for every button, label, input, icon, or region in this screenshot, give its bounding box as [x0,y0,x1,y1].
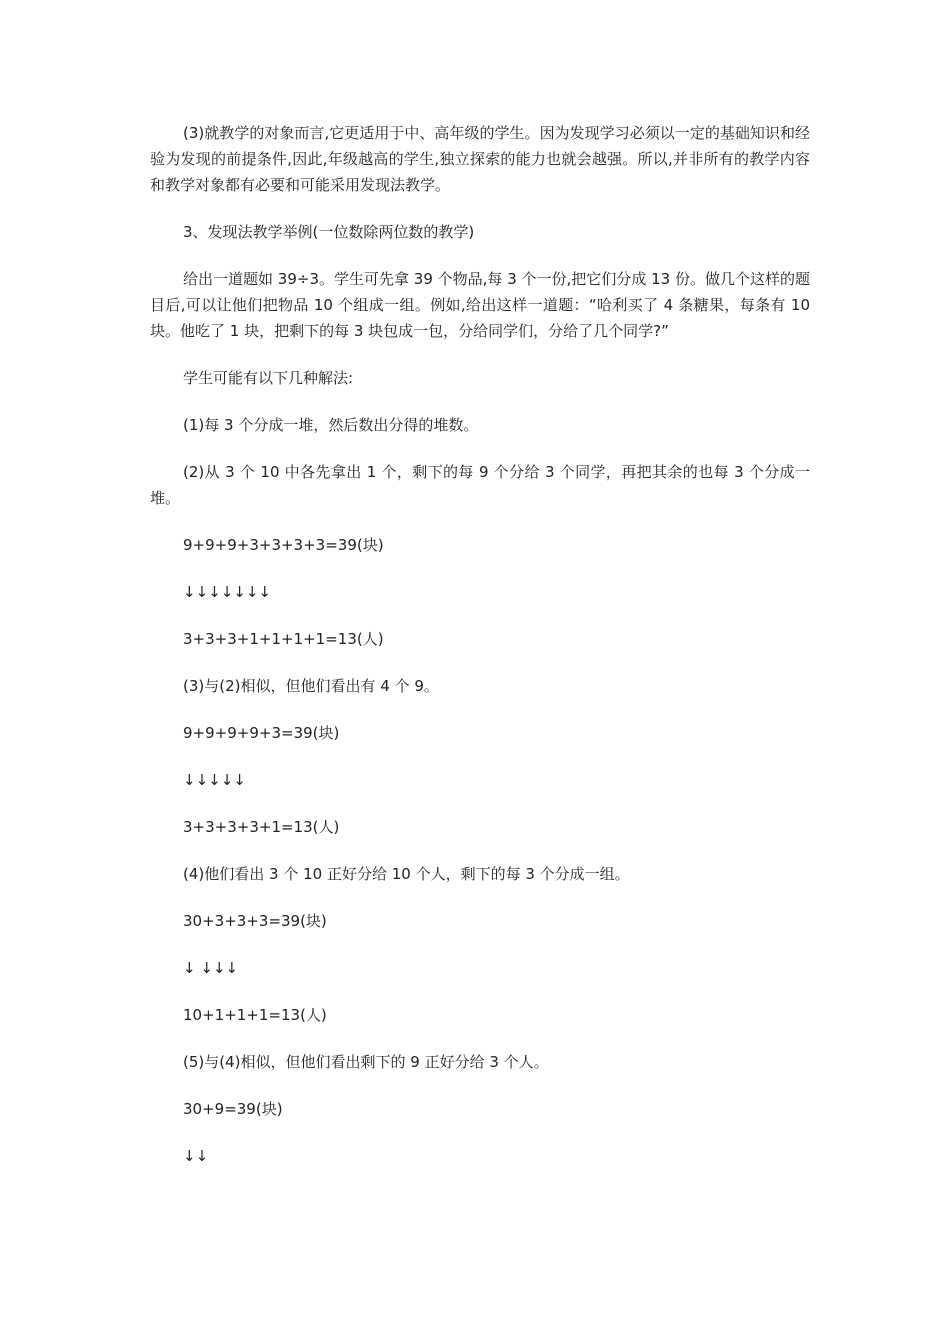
paragraph-solutions-intro: 学生可能有以下几种解法: [183,369,354,387]
solution-1: (1)每 3 个分成一堆，然后数出分得的堆数。 [183,416,479,434]
solution-2: (2)从 3 个 10 中各先拿出 1 个，剩下的每 9 个分给 3 个同学，再把其余的也每 3 个分成一堆。 [150,463,810,507]
arrows-5: ↓↓ [183,1147,209,1165]
solution-4: (4)他们看出 3 个 10 正好分给 10 个人，剩下的每 3 个分成一组。 [183,865,630,883]
paragraph-teaching-object: (3)就教学的对象而言,它更适用于中、高年级的学生。因为发现学习必须以一定的基础知识和经验为发现的前提条件,因此,年级越高的学生,独立探索的能力也就会越强。所以,并非所有的教学内容和教学对象都有必要和可能采用发现法教学。 [150,124,810,194]
section-heading-example: 3、发现法教学举例(一位数除两位数的教学) [183,223,475,241]
equation-3-blocks: 9+9+9+9+3=39(块) [183,724,340,742]
equation-3-people: 3+3+3+3+1=13(人) [183,818,340,836]
equation-4-people: 10+1+1+1=13(人) [183,1006,327,1024]
solution-5: (5)与(4)相似，但他们看出剩下的 9 正好分给 3 个人。 [183,1053,549,1071]
equation-4-blocks: 30+3+3+3=39(块) [183,912,327,930]
arrows-4: ↓ ↓↓↓ [183,959,239,977]
equation-2-people: 3+3+3+1+1+1+1=13(人) [183,630,384,648]
arrows-3: ↓↓↓↓↓ [183,771,246,789]
solution-3: (3)与(2)相似，但他们看出有 4 个 9。 [183,677,439,695]
equation-5-blocks: 30+9=39(块) [183,1100,283,1118]
paragraph-problem: 给出一道题如 39÷3。学生可先拿 39 个物品,每 3 个一份,把它们分成 13 份。做几个这样的题目后,可以让他们把物品 10 个组成一组。例如,给出这样一道题：“哈利买了 4 条糖果，每条有 10 块。他吃了 1 块，把剩下的每 3 块包成一包，分给同学们，分给了几个同学?” [150,270,810,340]
equation-2-blocks: 9+9+9+3+3+3+3=39(块) [183,536,384,554]
arrows-2: ↓↓↓↓↓↓↓ [183,583,271,601]
document-body [150,120,810,1190]
